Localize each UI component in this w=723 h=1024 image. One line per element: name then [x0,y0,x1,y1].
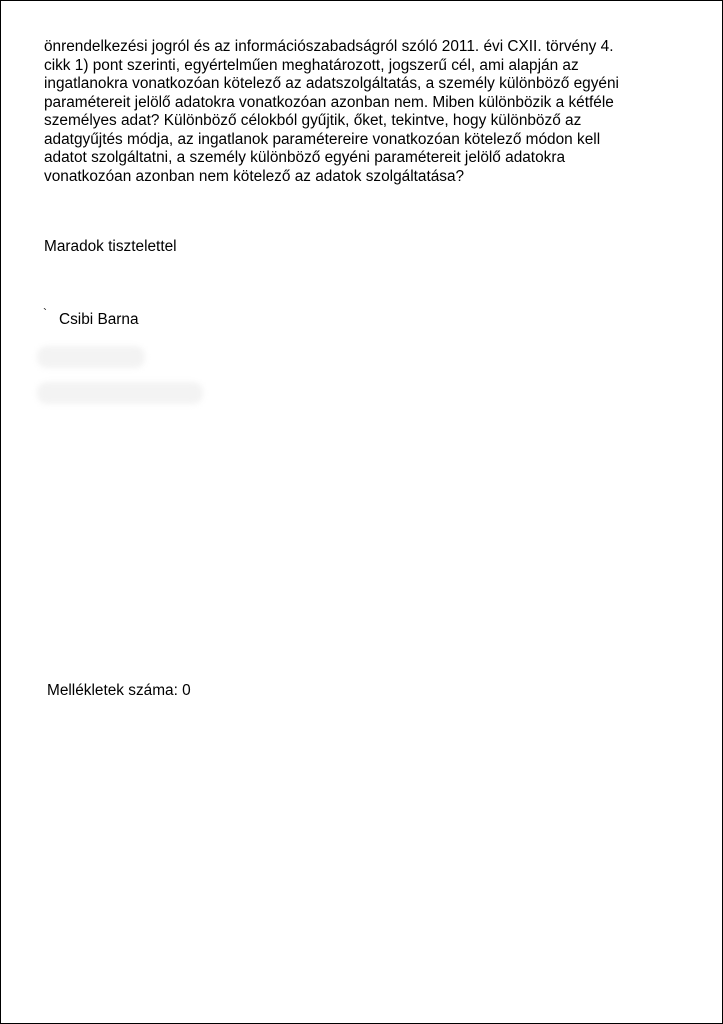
attachments-count: Mellékletek száma: 0 [47,682,191,699]
redacted-contact [37,382,203,404]
redacted-address [37,346,145,368]
body-line: vonatkozóan azonban nem kötelező az adatok szolgáltatása? [44,167,465,185]
letter-body [44,38,689,186]
signer-name: Csibi Barna [59,311,139,328]
body-line: adatgyűjtés módja, az ingatlanok paramétereire vonatkozóan kötelező módon kell [44,130,601,148]
body-line: adatot szolgáltatni, a személy különböző egyéni paramétereit jelölő adatokra [44,149,566,166]
body-line: ingatlanokra vonatkozóan kötelező az adatszolgáltatás, a személy különböző egyéni [44,75,619,92]
body-line: személyes adat? Különböző célokból gyűjtik, őket, tekintve, hogy különböző az [44,112,582,129]
closing-phrase: Maradok tisztelettel [44,238,177,255]
body-line: önrendelkezési jogról és az információszabadságról szóló 2011. évi CXII. törvény 4. [44,38,614,55]
signature-mark: ` [43,306,47,320]
body-line: paramétereit jelölő adatokra vonatkozóan azonban nem. Miben különbözik a kétféle [44,93,614,111]
body-line: cikk 1) pont szerinti, egyértelműen meghatározott, jogszerű cél, ami alapján az [44,56,579,74]
